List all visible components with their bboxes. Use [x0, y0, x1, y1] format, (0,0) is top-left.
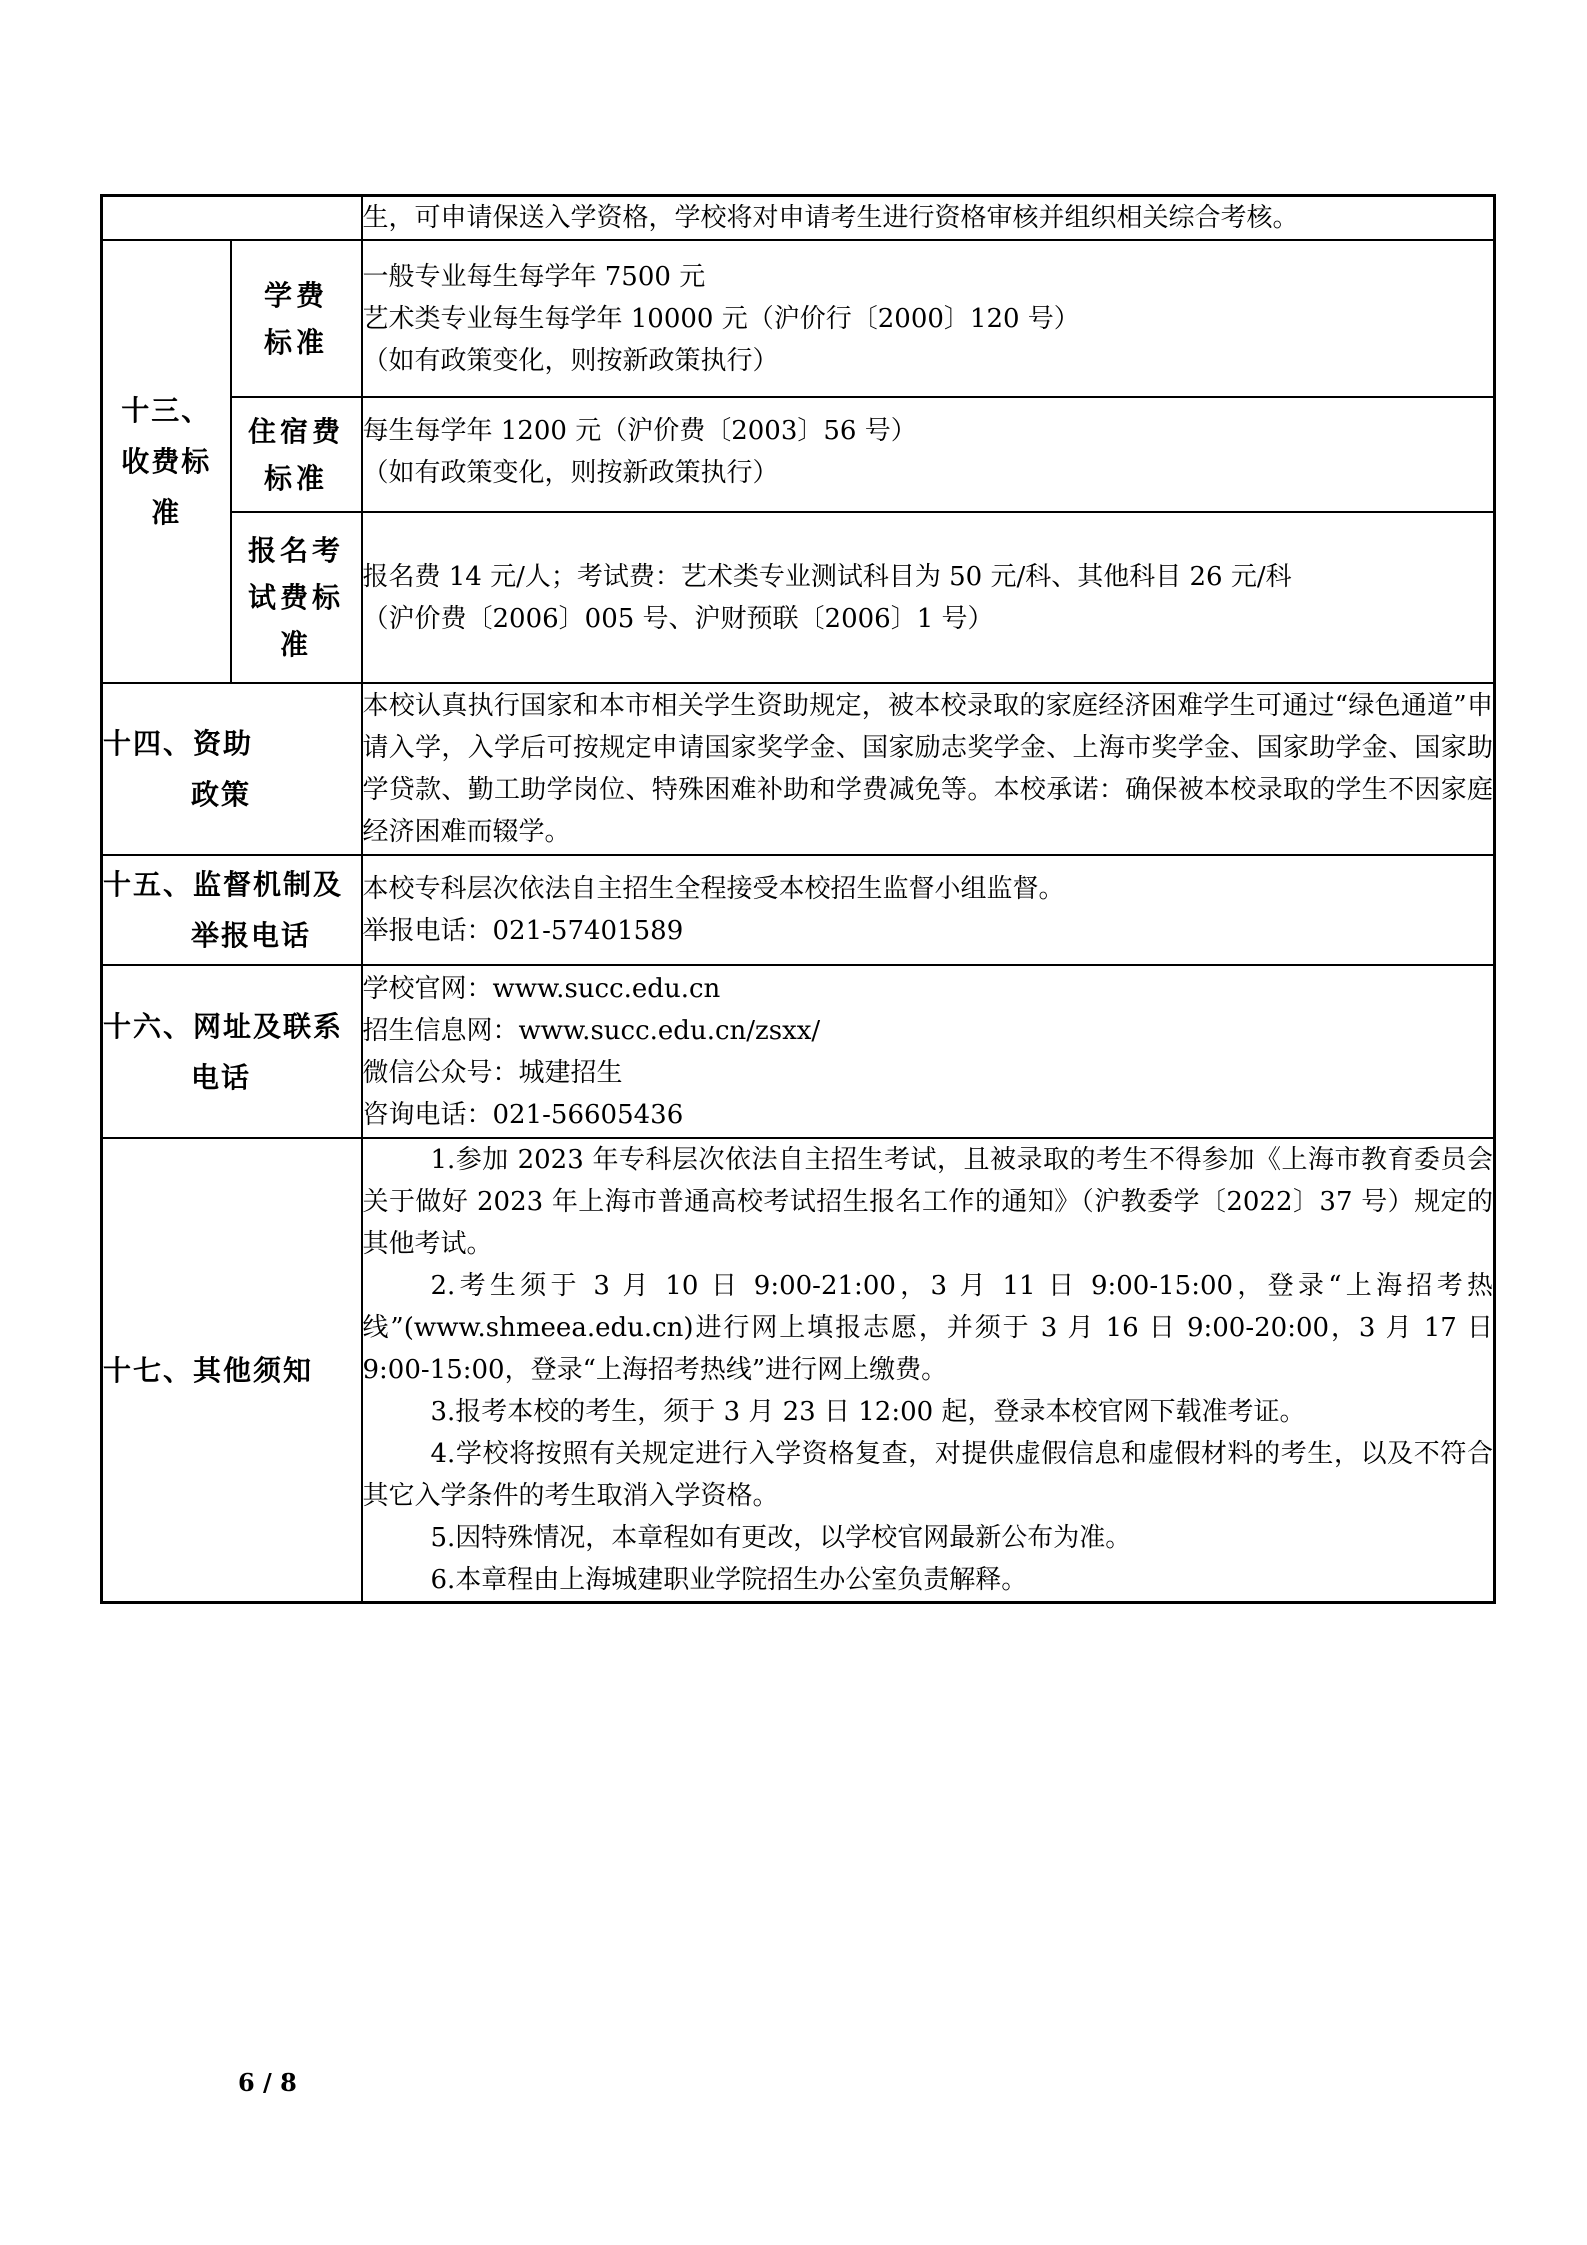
content-line: （如有政策变化，则按新政策执行）: [362, 458, 779, 488]
content-line: 艺术类专业每生每学年 10000 元（沪价行〔2000〕120 号）: [362, 303, 1080, 334]
sub-label-line: 学费: [263, 278, 328, 312]
content-line: 微信公众号：城建招生: [362, 1057, 623, 1088]
section-label-line: 十四、资助: [103, 727, 254, 760]
table-row: [102, 397, 1495, 512]
sub-label-dorm: [231, 397, 362, 512]
section-label-other: [102, 1138, 362, 1603]
page-number: 6 / 8: [238, 2068, 297, 2097]
section-label-supervision: [102, 855, 362, 965]
notice-item: 5.因特殊情况，本章程如有更改，以学校官网最新公布为准。: [430, 1523, 1132, 1553]
content-cell-exam: [362, 512, 1495, 683]
content-cell-contact: [362, 965, 1495, 1138]
content-paragraph: 本校认真执行国家和本市相关学生资助规定，被本校录取的家庭经济困难学生可通过“绿色通道”申请入学，入学后可按规定申请国家奖学金、国家励志奖学金、上海市奖学金、国家助学金、国家助学贷款、勤工助学岗位、特殊困难补助和学费减免等。本校承诺：确保被本校录取的学生不因家庭经济困难而辍学。: [362, 691, 1493, 847]
table-row: [102, 855, 1495, 965]
content-line: 招生信息网：www.succ.edu.cn/zsxx/: [362, 1015, 821, 1046]
table-row: [102, 240, 1495, 397]
section-label-line: 十五、监督机制及: [103, 868, 344, 901]
content-line: 咨询电话：021-56605436: [362, 1099, 684, 1130]
table-row: [102, 512, 1495, 683]
content-line: 本校专科层次依法自主招生全程接受本校招生监督小组监督。: [362, 874, 1065, 904]
section-label-line: 电话: [191, 1060, 252, 1094]
content-line: 举报电话：021-57401589: [362, 916, 684, 946]
table-row: [102, 965, 1495, 1138]
notice-item: 1.参加 2023 年专科层次依法自主招生考试，且被录取的考生不得参加《上海市教育委员会关于做好 2023 年上海市普通高校考试招生报名工作的通知》（沪教委学〔2022〕37 号）规定的其他考试。: [362, 1145, 1493, 1259]
sub-label-line: 试费标: [247, 581, 344, 614]
sub-label-line: 住宿费: [247, 414, 344, 448]
content-line: （沪价费〔2006〕005 号、沪财预联〔2006〕1 号）: [362, 603, 994, 634]
section-label-line: 政策: [191, 778, 252, 811]
content-line: 一般专业每生每学年 7500 元: [362, 261, 706, 292]
content-cell-tuition: [362, 240, 1495, 397]
section-label-line: 十七、其他须知: [103, 1353, 314, 1387]
sub-label-line: 标准: [263, 325, 328, 359]
table-row: [102, 196, 1495, 241]
notice-item: 6.本章程由上海城建职业学院招生办公室负责解释。: [430, 1565, 1028, 1595]
sub-label-tuition: [231, 240, 362, 397]
section-label-aid: [102, 683, 362, 855]
content-line: 每生每学年 1200 元（沪价费〔2003〕56 号）: [362, 416, 917, 446]
content-cell: [362, 196, 1495, 241]
empty-label-cell: [102, 196, 362, 241]
notice-item: 4.学校将按照有关规定进行入学资格复查，对提供虚假信息和虚假材料的考生，以及不符合其它入学条件的考生取消入学资格。: [362, 1439, 1493, 1511]
sub-label-line: 报名考: [247, 534, 344, 567]
sub-label-exam: [231, 512, 362, 683]
section-label-line: 十六、网址及联系: [103, 1009, 344, 1043]
sub-label-line: 标准: [263, 461, 328, 495]
content-line: 学校官网：www.succ.edu.cn: [362, 973, 721, 1004]
content-cell-aid: [362, 683, 1495, 855]
notice-item: 3.报考本校的考生，须于 3 月 23 日 12:00 起，登录本校官网下载准考证。: [430, 1397, 1306, 1427]
sub-label-line: 准: [279, 628, 312, 661]
table-row: [102, 683, 1495, 855]
section-label-contact: [102, 965, 362, 1138]
content-line: （如有政策变化，则按新政策执行）: [362, 345, 779, 376]
table-row: [102, 1138, 1495, 1603]
content-line: 生，可申请保送入学资格，学校将对申请考生进行资格审核并组织相关综合考核。: [362, 203, 1299, 233]
content-cell-supervision: [362, 855, 1495, 965]
section-label-line: 收费标: [121, 445, 212, 478]
notice-item: 2.考生须于 3 月 10 日 9:00-21:00，3 月 11 日 9:00-15:00，登录“上海招考热线”(www.shmeea.edu.cn)进行网上填报志愿，并须于 3 月 16 日 9:00-20:00，3 月 17 日 9:00-15:00，登录“上海招考热线”进行网上缴费。: [362, 1271, 1493, 1385]
section-label-line: 举报电话: [191, 919, 312, 952]
content-cell-dorm: [362, 397, 1495, 512]
section-label-line: 十三、: [121, 394, 212, 427]
admission-info-table: [100, 194, 1496, 1604]
section-label-line: 准: [151, 496, 182, 529]
content-cell-other: [362, 1138, 1495, 1603]
content-line: 报名费 14 元/人；考试费：艺术类专业测试科目为 50 元/科、其他科目 26 元/科: [362, 561, 1292, 592]
section-label-fees: [102, 240, 231, 683]
